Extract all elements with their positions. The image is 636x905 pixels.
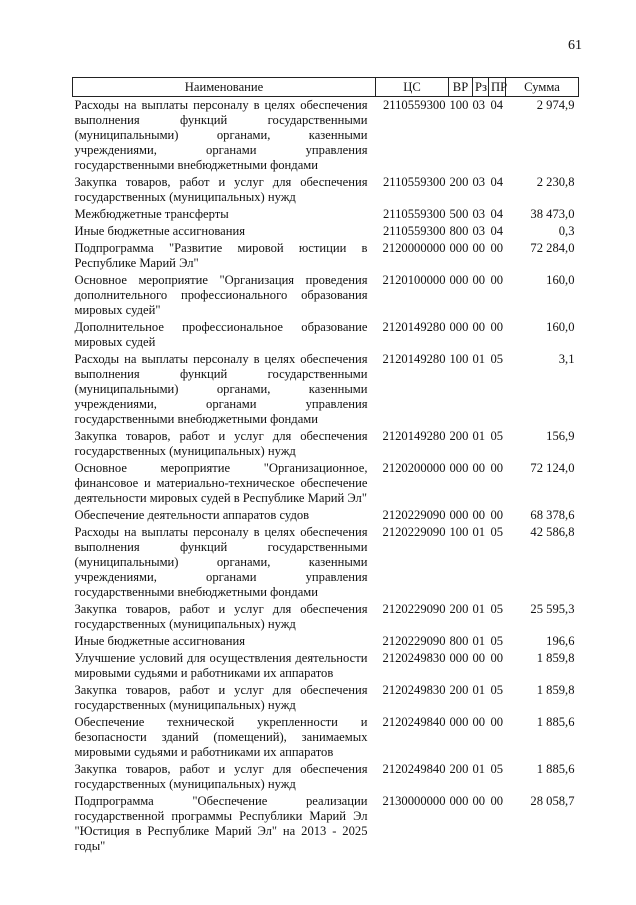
cell-vr: 200 <box>449 175 469 189</box>
cell-cs: 2120149280 <box>382 320 446 334</box>
cell-name: Иные бюджетные ассигнования <box>74 634 246 648</box>
cell-pr: 05 <box>490 634 504 648</box>
header-name: Наименование <box>73 78 376 97</box>
cell-sum: 160,0 <box>546 273 575 287</box>
cell-rz: 00 <box>472 508 486 522</box>
cell-cs: 2110559300 <box>382 207 446 221</box>
cell-pr: 04 <box>490 175 504 189</box>
cell-name: Закупка товаров, работ и услуг для обеспечения государственных (муниципальных) нужд <box>74 429 368 458</box>
table-row <box>73 240 579 272</box>
cell-pr: 05 <box>490 429 504 443</box>
cell-rz: 00 <box>472 241 486 255</box>
cell-rz: 03 <box>472 175 486 189</box>
cell-vr: 100 <box>449 98 469 112</box>
cell-pr: 05 <box>490 352 504 366</box>
table-header <box>73 78 579 97</box>
cell-rz: 01 <box>472 525 486 539</box>
cell-cs: 2120249830 <box>382 651 446 665</box>
table-row <box>73 793 579 855</box>
cell-cs: 2120000000 <box>382 241 446 255</box>
cell-sum: 2 230,8 <box>536 175 575 189</box>
cell-name: Закупка товаров, работ и услуг для обеспечения государственных (муниципальных) нужд <box>74 762 368 791</box>
cell-sum: 0,3 <box>558 224 575 238</box>
cell-vr: 200 <box>449 602 469 616</box>
table-row <box>73 206 579 223</box>
cell-rz: 03 <box>472 98 486 112</box>
cell-cs: 2120229090 <box>382 634 446 648</box>
cell-vr: 800 <box>449 634 469 648</box>
cell-pr: 04 <box>490 224 504 238</box>
cell-pr: 00 <box>490 320 504 334</box>
cell-sum: 160,0 <box>546 320 575 334</box>
cell-name: Закупка товаров, работ и услуг для обеспечения государственных (муниципальных) нужд <box>74 602 368 631</box>
header-rz: Рз <box>473 78 489 97</box>
cell-sum: 3,1 <box>558 352 575 366</box>
table-row <box>73 97 579 175</box>
cell-name: Межбюджетные трансферты <box>74 207 229 221</box>
cell-name: Подпрограмма "Развитие мировой юстиции в Республике Марий Эл" <box>74 241 368 270</box>
cell-name: Основное мероприятие "Организация проведения дополнительного профессионального образования мировых судей" <box>74 273 368 317</box>
cell-cs: 2110559300 <box>382 224 446 238</box>
cell-cs: 2120249840 <box>382 762 446 776</box>
table-row <box>73 223 579 240</box>
cell-sum: 68 378,6 <box>530 508 575 522</box>
table-body <box>73 97 579 856</box>
header-sum: Сумма <box>506 78 579 97</box>
cell-cs: 2130000000 <box>382 794 446 808</box>
cell-name: Расходы на выплаты персоналу в целях обеспечения выполнения функций государственными (муниципальными) органами, казенными учреждениями, органами управления государственными внебюджетными фондами <box>74 98 368 172</box>
cell-pr: 00 <box>490 461 504 475</box>
cell-cs: 2120229090 <box>382 602 446 616</box>
cell-cs: 2110559300 <box>382 175 446 189</box>
table-row <box>73 650 579 682</box>
table-row <box>73 633 579 650</box>
table-row <box>73 682 579 714</box>
cell-pr: 05 <box>490 683 504 697</box>
cell-rz: 00 <box>472 794 486 808</box>
cell-rz: 01 <box>472 762 486 776</box>
table-row <box>73 524 579 601</box>
cell-rz: 00 <box>472 273 486 287</box>
cell-pr: 05 <box>490 602 504 616</box>
cell-name: Подпрограмма "Обеспечение реализации государственной программы Республики Марий Эл "Юстиция в Республике Марий Эл" на 2013 - 2025 годы" <box>74 794 368 853</box>
table-row <box>73 428 579 460</box>
cell-name: Закупка товаров, работ и услуг для обеспечения государственных (муниципальных) нужд <box>74 683 368 712</box>
budget-table <box>72 77 579 855</box>
cell-pr: 04 <box>490 207 504 221</box>
cell-name: Расходы на выплаты персоналу в целях обеспечения выполнения функций государственными (муниципальными) органами, казенными учреждениями, органами управления государственными внебюджетными фондами <box>74 352 368 426</box>
header-pr: ПР <box>489 78 506 97</box>
cell-sum: 156,9 <box>546 429 575 443</box>
cell-sum: 1 885,6 <box>536 762 575 776</box>
table-row <box>73 714 579 761</box>
cell-pr: 00 <box>490 273 504 287</box>
page-number: 61 <box>568 38 582 53</box>
header-cs: ЦС <box>376 78 449 97</box>
cell-name: Расходы на выплаты персоналу в целях обеспечения выполнения функций государственными (муниципальными) органами, казенными учреждениями, органами управления государственными внебюджетными фондами <box>74 525 368 599</box>
cell-rz: 03 <box>472 207 486 221</box>
cell-name: Обеспечение технической укрепленности и безопасности зданий (помещений), занимаемых мировыми судьями и работниками их аппаратов <box>74 715 368 759</box>
cell-sum: 1 859,8 <box>536 651 575 665</box>
cell-sum: 72 124,0 <box>530 461 575 475</box>
cell-sum: 28 058,7 <box>530 794 575 808</box>
cell-vr: 000 <box>449 651 469 665</box>
cell-vr: 000 <box>449 241 469 255</box>
cell-name: Улучшение условий для осуществления деятельности мировыми судьями и работниками их аппаратов <box>74 651 368 680</box>
cell-rz: 01 <box>472 429 486 443</box>
header-vr: ВР <box>449 78 473 97</box>
cell-rz: 01 <box>472 352 486 366</box>
cell-cs: 2120149280 <box>382 352 446 366</box>
cell-rz: 00 <box>472 320 486 334</box>
cell-vr: 000 <box>449 461 469 475</box>
cell-rz: 00 <box>472 651 486 665</box>
table-row <box>73 272 579 319</box>
cell-vr: 200 <box>449 762 469 776</box>
cell-cs: 2120249830 <box>382 683 446 697</box>
table-row <box>73 460 579 507</box>
cell-pr: 00 <box>490 508 504 522</box>
cell-vr: 500 <box>449 207 469 221</box>
cell-rz: 03 <box>472 224 486 238</box>
cell-vr: 100 <box>449 352 469 366</box>
cell-pr: 05 <box>490 762 504 776</box>
cell-sum: 42 586,8 <box>530 525 575 539</box>
cell-sum: 38 473,0 <box>530 207 575 221</box>
table-row <box>73 761 579 793</box>
cell-rz: 01 <box>472 634 486 648</box>
cell-vr: 200 <box>449 683 469 697</box>
cell-pr: 00 <box>490 794 504 808</box>
cell-pr: 05 <box>490 525 504 539</box>
table-row <box>73 601 579 633</box>
cell-name: Дополнительное профессиональное образование мировых судей <box>74 320 368 349</box>
cell-sum: 25 595,3 <box>530 602 575 616</box>
cell-vr: 000 <box>449 320 469 334</box>
table-row <box>73 507 579 524</box>
cell-sum: 72 284,0 <box>530 241 575 255</box>
cell-cs: 2120229090 <box>382 525 446 539</box>
cell-cs: 2120200000 <box>382 461 446 475</box>
cell-cs: 2120100000 <box>382 273 446 287</box>
cell-name: Обеспечение деятельности аппаратов судов <box>74 508 310 522</box>
cell-sum: 1 859,8 <box>536 683 575 697</box>
cell-sum: 1 885,6 <box>536 715 575 729</box>
cell-vr: 000 <box>449 273 469 287</box>
cell-vr: 000 <box>449 508 469 522</box>
cell-pr: 00 <box>490 241 504 255</box>
cell-cs: 2120149280 <box>382 429 446 443</box>
cell-name: Закупка товаров, работ и услуг для обеспечения государственных (муниципальных) нужд <box>74 175 368 204</box>
cell-vr: 000 <box>449 794 469 808</box>
cell-rz: 01 <box>472 602 486 616</box>
table-row <box>73 351 579 428</box>
cell-pr: 00 <box>490 651 504 665</box>
cell-cs: 2110559300 <box>382 98 446 112</box>
cell-pr: 04 <box>490 98 504 112</box>
cell-sum: 2 974,9 <box>536 98 575 112</box>
cell-cs: 2120229090 <box>382 508 446 522</box>
cell-rz: 00 <box>472 461 486 475</box>
cell-rz: 00 <box>472 715 486 729</box>
table-row <box>73 174 579 206</box>
cell-name: Основное мероприятие "Организационное, финансовое и материально-техническое обеспечение деятельности мировых судей в Республике Марий Эл" <box>74 461 368 505</box>
cell-vr: 800 <box>449 224 469 238</box>
cell-vr: 200 <box>449 429 469 443</box>
table-row <box>73 319 579 351</box>
cell-vr: 000 <box>449 715 469 729</box>
cell-cs: 2120249840 <box>382 715 446 729</box>
cell-vr: 100 <box>449 525 469 539</box>
cell-rz: 01 <box>472 683 486 697</box>
cell-sum: 196,6 <box>546 634 575 648</box>
cell-pr: 00 <box>490 715 504 729</box>
cell-name: Иные бюджетные ассигнования <box>74 224 246 238</box>
